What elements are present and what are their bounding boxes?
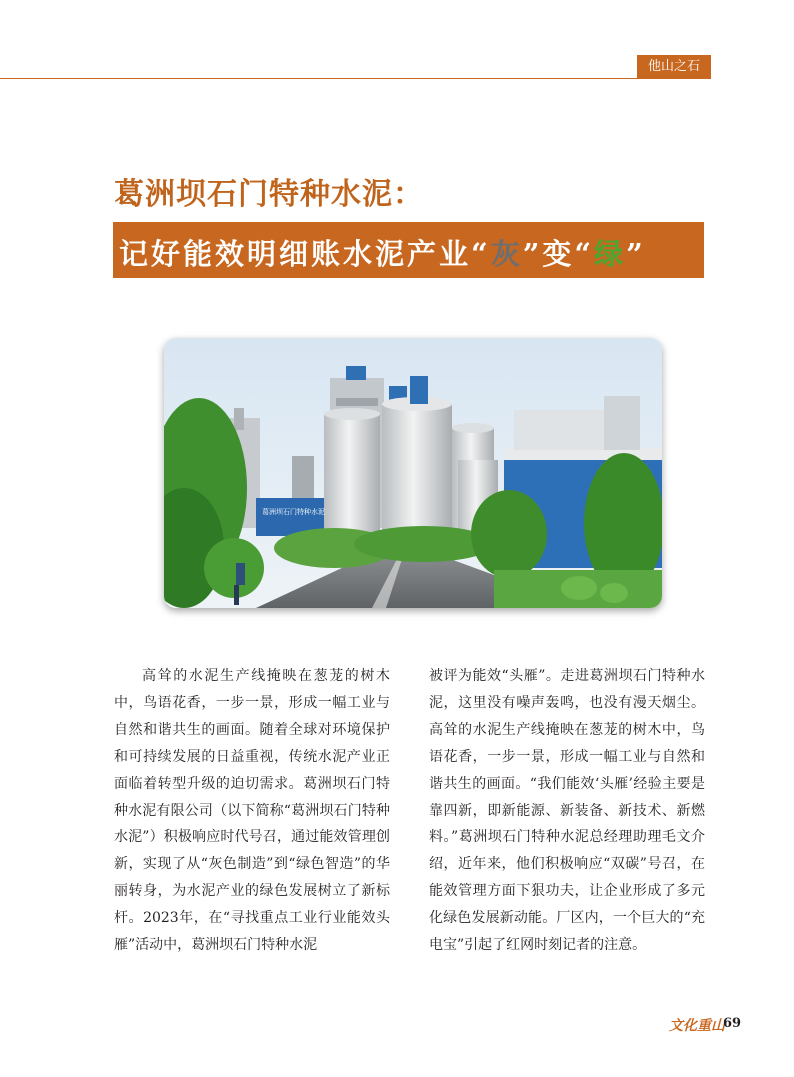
paragraph-left: 高耸的水泥生产线掩映在葱茏的树木中，鸟语花香，一步一景，形成一幅工业与自然和谐共生的画面。随着全球对环境保护和可持续发展的日益重视，传统水泥产业正面临着转型升级的迫切需求。葛洲坝石门特种水泥有限公司（以下简称“葛洲坝石门特种水泥”）积极响应时代号召，通过能效管理创新，实现了从“灰色制造”到“绿色智造”的华丽转身，为水泥产业的绿色发展树立了新标杆。2023年，在“寻找重点工业行业能效头雁”活动中，葛洲坝石门特种水泥 — [114, 668, 390, 954]
filter-house — [514, 410, 614, 450]
subtitle-text-2: ”变“ — [522, 237, 595, 271]
header-rule — [0, 78, 711, 79]
article-title: 葛洲坝石门特种水泥： — [114, 177, 424, 212]
filter-house-2 — [604, 396, 640, 450]
cement-plant-photo — [164, 338, 662, 608]
article-body-right — [429, 663, 705, 959]
paragraph-right: 被评为能效“头雁”。走进葛洲坝石门特种水泥，这里没有噪声轰鸣，也没有漫天烟尘。高耸的水泥生产线掩映在葱茏的树木中，鸟语花香，一步一景，形成一幅工业与自然和谐共生的画面。“我们能效‘头雁’经验主要是靠四新，即新能源、新装备、新技术、新燃料。”葛洲坝石门特种水泥总经理助理毛文介绍，近年来，他们积极响应“双碳”号召，在能效管理方面下狠功夫，让企业形成了多元化绿色发展新动能。厂区内，一个巨大的“充电宝”引起了红网时刻记者的注意。 — [429, 668, 705, 954]
article-subtitle — [119, 232, 646, 273]
subtitle-green-word: 绿 — [594, 237, 627, 271]
subtitle-text-3: ” — [626, 237, 646, 271]
pedestrian-leg — [234, 585, 239, 605]
page-number: 69 — [723, 1016, 742, 1031]
cement-plant-illustration — [164, 338, 662, 608]
subtitle-text-1: 记好能效明细账水泥产业“ — [119, 237, 491, 271]
column-tag: 他山之石 — [637, 55, 711, 78]
article-body-left — [114, 663, 390, 959]
pedestrian — [236, 563, 245, 585]
magazine-logo: 文化重山 — [669, 1018, 725, 1034]
subtitle-grey-word: 灰 — [490, 237, 523, 271]
plant-sign: 葛洲坝石门特种水泥 — [262, 508, 325, 516]
subtitle-banner — [113, 222, 704, 278]
